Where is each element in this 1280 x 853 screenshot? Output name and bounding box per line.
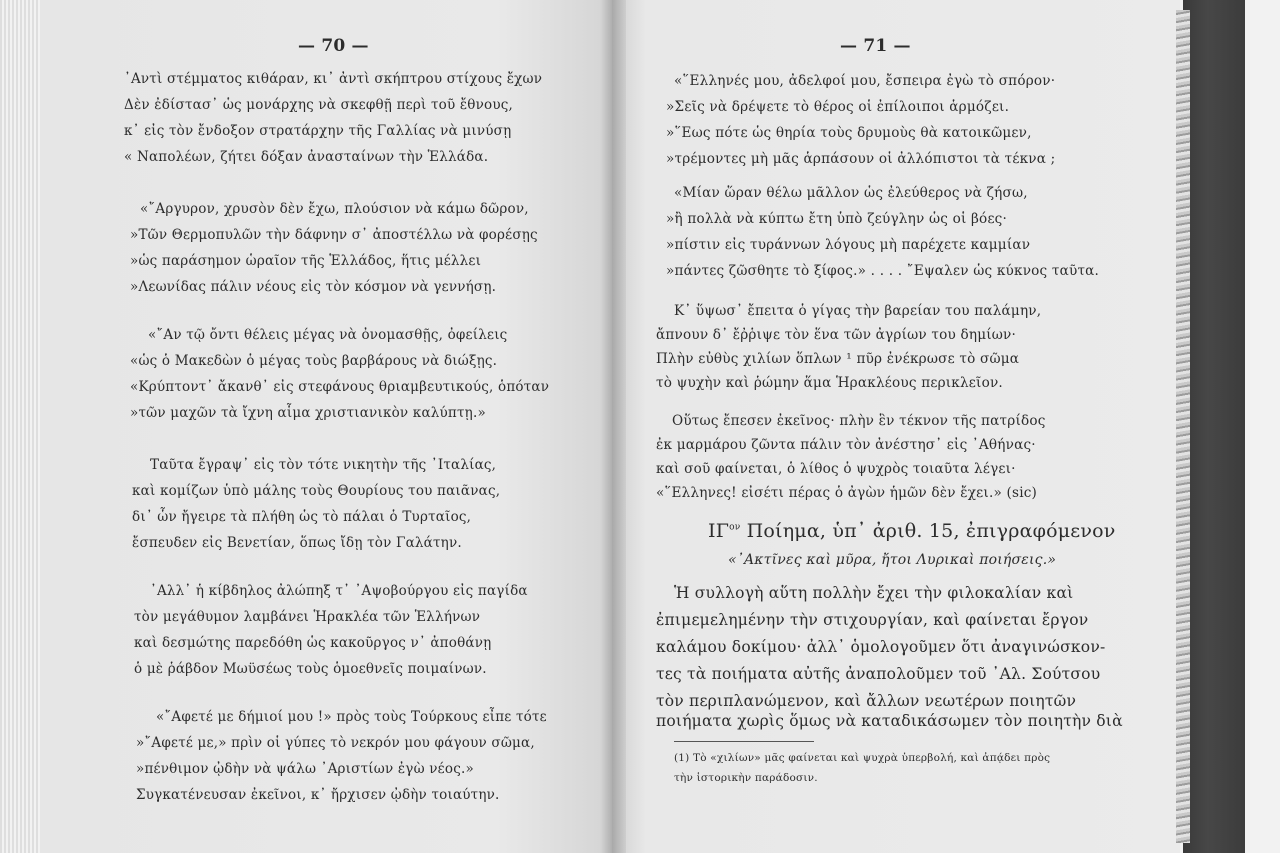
verse-line: Δὲν ἐδίστασ᾿ ὡς μονάρχης νὰ σκεφθῇ περὶ τοῦ ἔθνους,: [124, 97, 514, 113]
verse-line: ἔσπευδεν εἰς Βενετίαν, ὅπως ἴδῃ τὸν Γαλάτην.: [132, 535, 462, 551]
heading-text: Ποίημα, ὑπ᾿ ἀριθ. 15, ἐπιγραφόμενον: [740, 520, 1116, 542]
marbled-page-edge: [1176, 10, 1190, 843]
verse-line: κ᾿ εἰς τὸν ἔνδοξον στρατάρχην τῆς Γαλλίας νὰ μινύσῃ: [124, 123, 512, 139]
verse-line: δι᾿ ὧν ἤγειρε τὰ πλήθη ὡς τὸ πάλαι ὁ Τυρταῖος,: [132, 509, 472, 525]
heading-ordinal: ον: [729, 522, 741, 533]
verse-line: ᾿Αντὶ στέμματος κιθάραν, κι᾿ ἀντὶ σκήπτρου στίχους ἔχων: [124, 71, 543, 87]
verse-line: ἐκ μαρμάρου ζῶντα πάλιν τὸν ἀνέστησ᾿ εἰς ᾿Αθήνας·: [656, 437, 1036, 453]
verse-line: »ὡς παράσημον ὡραῖον τῆς Ἑλλάδος, ἥτις μέλλει: [130, 253, 482, 269]
verse-line: «ὡς ὁ Μακεδὼν ὁ μέγας τοὺς βαρβάρους νὰ διώξῃς.: [130, 353, 498, 369]
page-number: — 70 —: [298, 36, 369, 56]
verse-line: Ταῦτα ἔγραψ᾿ εἰς τὸν τότε νικητὴν τῆς ᾿Ιταλίας,: [150, 457, 497, 473]
verse-line: »πένθιμον ᾠδὴν νὰ ψάλω ᾿Αριστίων ἐγὼ νέος.»: [136, 761, 474, 777]
page-stack-edge: [0, 0, 44, 853]
verse-line: ᾿Αλλ᾿ ἡ κίβδηλος ἀλώπηξ τ᾿ ᾿Αψοβούργου εἰς παγίδα: [150, 583, 528, 599]
verse-line: »῞Εως πότε ὡς θηρία τοὺς δρυμοὺς θὰ κατοικῶμεν,: [666, 125, 1032, 141]
verse-line: »Τῶν Θερμοπυλῶν τὴν δάφνην σ᾿ ἀποστέλλω νὰ φορέσῃς: [130, 227, 538, 243]
verse-line: Πλὴν εὐθὺς χιλίων ὅπλων ¹ πῦρ ἐνέκρωσε τὸ σῶμα: [656, 351, 1020, 367]
book-cover-edge: [1183, 0, 1245, 853]
left-page: [40, 0, 612, 853]
verse-line: ὁ μὲ ῥάβδον Μωϋσέως τοὺς ὁμοεθνεῖς ποιμαίνων.: [134, 661, 487, 677]
verse-line: «Κρύπτοντ᾿ ἄκανθ᾿ εἰς στεφάνους θριαμβευτικούς, ὁπόταν: [130, 379, 550, 395]
verse-line: »τῶν μαχῶν τὰ ἴχνη αἷμα χριστιανικὸν καλύπτῃ.»: [130, 405, 486, 421]
verse-line: ἄπνουν δ᾿ ἔῤῥιψε τὸν ἕνα τῶν ἀγρίων του δημίων·: [656, 327, 1017, 343]
verse-line: »Σεῖς νὰ δρέψετε τὸ θέρος οἱ ἐπίλοιποι ἁρμόζει.: [666, 99, 1010, 115]
verse-line: Συγκατένευσαν ἐκεῖνοι, κ᾿ ἤρχισεν ᾠδὴν τοιαύτην.: [136, 787, 500, 803]
heading-number: ΙΓ: [708, 520, 730, 542]
section-subheading: «᾿Ακτῖνες καὶ μῦρα, ἤτοι Λυρικαὶ ποιήσεις.»: [728, 552, 1057, 568]
verse-line: »Λεωνίδας πάλιν νέους εἰς τὸν κόσμον νὰ γεννήσῃ.: [130, 279, 497, 295]
verse-line: «῎Αν τῷ ὄντι θέλεις μέγας νὰ ὀνομασθῇς, ὀφείλεις: [148, 327, 508, 343]
prose-line: τὸν περιπλανώμενον, καὶ ἄλλων νεωτέρων ποιητῶν: [656, 692, 1077, 710]
footnote-line: τὴν ἱστορικὴν παράδοσιν.: [674, 772, 818, 784]
verse-line: « Ναπολέων, ζήτει δόξαν ἀνασταίνων τὴν Ἑλλάδα.: [124, 149, 489, 165]
right-page: [612, 0, 1180, 853]
verse-line: καὶ κομίζων ὑπὸ μάλης τοὺς Θουρίους του παιᾶνας,: [132, 483, 501, 499]
verse-line: «῞Ελληνες! εἰσέτι πέρας ὁ ἀγὼν ἡμῶν δὲν ἔχει.» (sic): [656, 485, 1038, 501]
prose-line: ἐπιμεμελημένην τὴν στιχουργίαν, καὶ φαίνεται ἔργον: [656, 611, 1089, 629]
verse-line: «῞Ελληνές μου, ἀδελφοί μου, ἔσπειρα ἐγὼ τὸ σπόρον·: [674, 73, 1056, 89]
footnote-line: (1) Τὸ «χιλίων» μᾶς φαίνεται καὶ ψυχρὰ ὑπερβολή, καὶ ἀπᾴδει πρὸς: [674, 752, 1051, 764]
verse-line: «῎Αφετέ με δήμιοί μου !» πρὸς τοὺς Τούρκους εἶπε τότε: [156, 709, 547, 725]
prose-line: καλάμου δοκίμου· ἀλλ᾿ ὁμολογοῦμεν ὅτι ἀναγινώσκον-: [656, 638, 1106, 656]
verse-line: «Μίαν ὥραν θέλω μᾶλλον ὡς ἐλεύθερος νὰ ζήσω,: [674, 185, 1028, 201]
verse-line: »῎Αφετέ με,» πρὶν οἱ γύπες τὸ νεκρόν μου φάγουν σῶμα,: [136, 735, 535, 751]
prose-line: Ἡ συλλογὴ αὕτη πολλὴν ἔχει τὴν φιλοκαλίαν καὶ: [674, 584, 1074, 602]
verse-line: καὶ σοῦ φαίνεται, ὁ λίθος ὁ ψυχρὸς τοιαῦτα λέγει·: [656, 461, 1016, 477]
section-heading: [708, 520, 1116, 542]
prose-line: ποιήματα χωρὶς ὅμως νὰ καταδικάσωμεν τὸν ποιητὴν διὰ: [656, 712, 1123, 730]
verse-line: τὸν μεγάθυμον λαμβάνει Ἡρακλέα τῶν Ἑλλήνων: [134, 609, 481, 625]
footnote-rule: [674, 741, 814, 742]
verse-line: »τρέμοντες μὴ μᾶς ἁρπάσουν οἱ ἀλλόπιστοι τὰ τέκνα ;: [666, 151, 1056, 167]
verse-line: «῎Αργυρον, χρυσὸν δὲν ἔχω, πλούσιον νὰ κάμω δῶρον,: [140, 201, 529, 217]
page-number: — 71 —: [840, 36, 911, 56]
verse-line: »πάντες ζῶσθητε τὸ ξίφος.» . . . . ῎Εψαλεν ὡς κύκνος ταῦτα.: [666, 263, 1100, 279]
verse-line: »ἢ πολλὰ νὰ κύπτω ἔτη ὑπὸ ζεύγλην ὡς οἱ βόες·: [666, 211, 1008, 227]
verse-line: »πίστιν εἰς τυράννων λόγους μὴ παρέχετε καμμίαν: [666, 237, 1031, 253]
prose-line: τες τὰ ποιήματα αὐτῆς ἀναπολοῦμεν τοῦ ᾿Αλ. Σούτσου: [656, 665, 1101, 683]
verse-line: Κ᾿ ὕψωσ᾿ ἔπειτα ὁ γίγας τὴν βαρείαν του παλάμην,: [674, 303, 1042, 319]
verse-line: τὸ ψυχὴν καὶ ῥώμην ἅμα Ἡρακλέους περικλεῖον.: [656, 375, 1003, 391]
verse-line: Οὕτως ἔπεσεν ἐκεῖνος· πλὴν ἓν τέκνον τῆς πατρίδος: [672, 413, 1046, 429]
verse-line: καὶ δεσμώτης παρεδόθη ὡς κακοῦργος ν᾿ ἀποθάνῃ: [134, 635, 492, 651]
book-gutter: [600, 0, 626, 853]
